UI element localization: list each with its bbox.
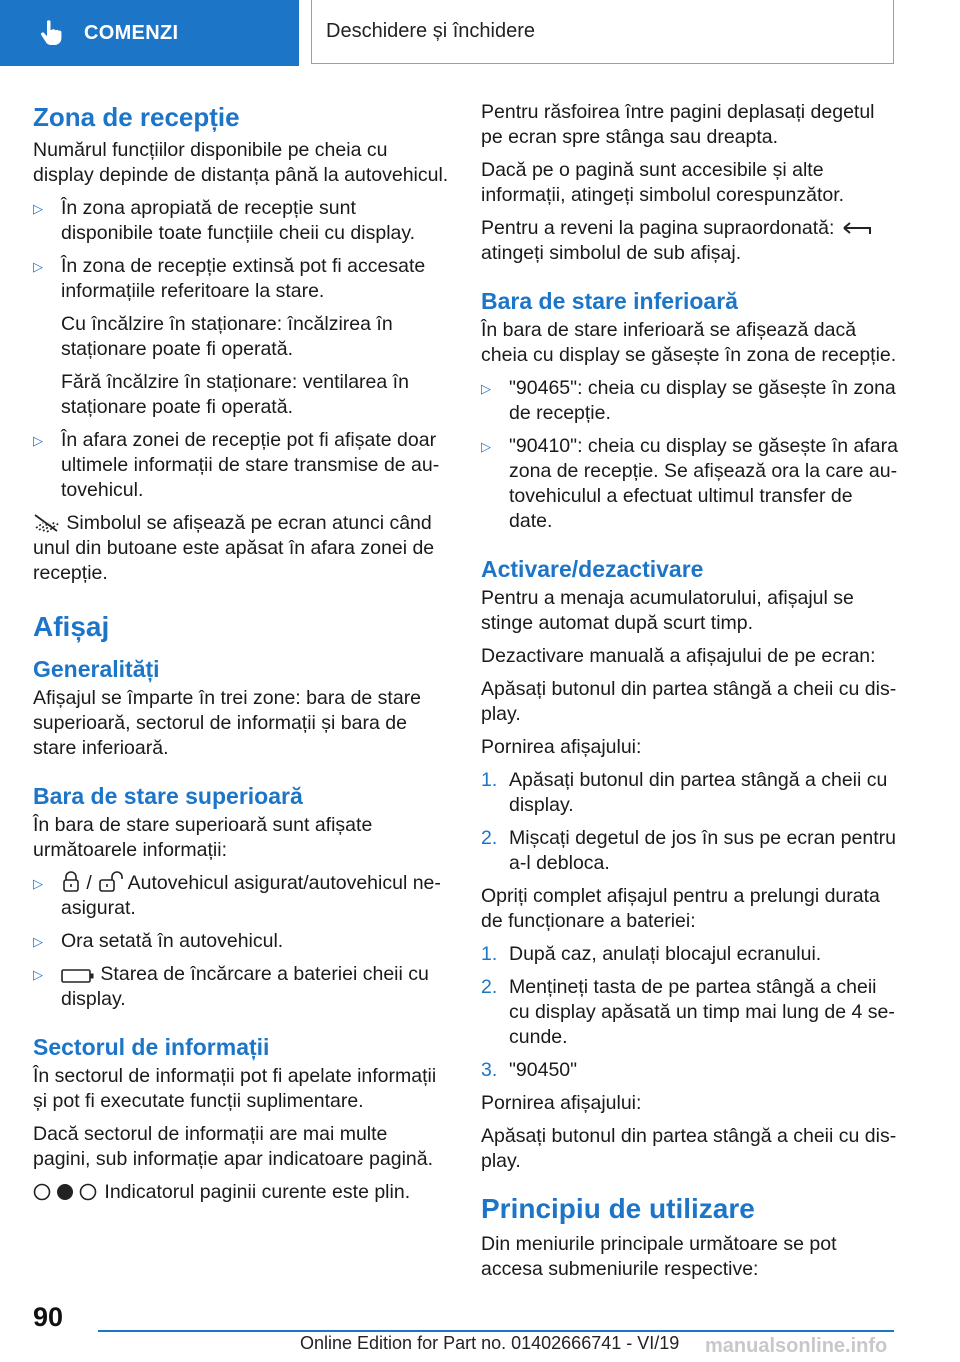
list-item: [481, 768, 899, 818]
back-arrow-icon: [840, 220, 874, 238]
triangle-bullet-icon: ▷: [33, 201, 43, 216]
paragraph: Opriți complet afișajul pentru a prelungi durata de funcționare a bateriei:: [481, 885, 880, 932]
heading-bottom-status-bar: Bara de stare inferioară: [481, 288, 738, 314]
triangle-bullet-icon: ▷: [481, 439, 491, 454]
paragraph: Apăsați butonul din partea stângă a cheii cu display.: [481, 678, 897, 725]
signal-off-icon: [33, 513, 61, 533]
battery-icon: [61, 968, 95, 984]
list-item: [481, 434, 899, 534]
paragraph: Dacă sectorul de informații are mai multe pagini, sub informație apar indicatoare pagină.: [33, 1123, 434, 1170]
heading-activate-deactivate: Activare/dezactivare: [481, 556, 704, 582]
list-item-text: În zona apropiată de recepție sunt disponibile toate funcțiile cheii cu display.: [61, 197, 416, 244]
paragraph: În bara de stare superioară sunt afișate următoarele informații:: [33, 814, 373, 861]
paragraph: Pornirea afișajului:: [481, 1092, 642, 1114]
step-number: 2.: [481, 976, 498, 998]
list-item: [33, 196, 449, 246]
paragraph: Dezactivare manuală a afișajului de pe ecran:: [481, 645, 876, 667]
hand-pointer-icon: [38, 19, 64, 47]
page-header: [0, 0, 960, 66]
paragraph: Pentru răsfoirea între pagini deplasați degetul pe ecran spre stânga sau dreapta.: [481, 101, 875, 148]
list-item: [481, 975, 899, 1050]
heading-operating-principle: Principiu de utilizare: [481, 1193, 755, 1224]
paragraph: [33, 511, 449, 586]
list-item: [33, 254, 449, 420]
right-column: [481, 100, 899, 1290]
bullet-list: [33, 196, 449, 503]
paragraph-text: Pentru a reveni la pagina supraordonată:: [481, 217, 835, 239]
list-item: [481, 1058, 899, 1083]
list-item-text: Mișcați degetul de jos în sus pe ecran pentru a-l debloca.: [509, 827, 896, 874]
list-item-text: "90465": cheia cu display se găsește în zona de recepție.: [509, 377, 896, 424]
heading-reception-zone: Zona de recepție: [33, 102, 240, 132]
list-item: [481, 376, 899, 426]
paragraph: Pornirea afișajului:: [481, 736, 642, 758]
tab-commands-label: COMENZI: [84, 21, 179, 44]
triangle-bullet-icon: ▷: [33, 259, 43, 274]
triangle-bullet-icon: ▷: [33, 967, 43, 982]
paragraph: [33, 1180, 449, 1205]
lock-open-icon: [97, 871, 123, 893]
list-item: [481, 826, 899, 876]
page-indicator-dots-icon: [33, 1182, 99, 1202]
list-item-text: Mențineți tasta de pe partea stângă a cheii cu display apăsată un timp mai lung de 4 secunde.: [509, 976, 895, 1048]
list-item: [481, 942, 899, 967]
list-item-text: În afara zonei de recepție pot fi afișate doar ultimele informații de stare transmise de autovehicul.: [61, 429, 440, 501]
section-title: Deschidere și închidere: [326, 20, 535, 42]
numbered-list: [481, 942, 899, 1083]
page-indicator-text: Indicatorul paginii curente este plin.: [104, 1181, 411, 1203]
triangle-bullet-icon: ▷: [33, 433, 43, 448]
list-item-text: Autovehicul asigurat/autovehicul neasigurat.: [61, 872, 441, 919]
list-item: [33, 962, 449, 1012]
footer-edition: Online Edition for Part no. 01402666741 - VI/19: [300, 1333, 680, 1353]
paragraph: Pentru a menaja acumulatorului, afișajul se stinge automat după scurt timp.: [481, 587, 854, 634]
list-item-text: Apăsați butonul din partea stângă a cheii cu display.: [509, 769, 888, 816]
paragraph: Apăsați butonul din partea stângă a cheii cu display.: [481, 1125, 897, 1172]
lock-closed-icon: [61, 871, 81, 893]
triangle-bullet-icon: ▷: [33, 934, 43, 949]
paragraph: Din meniurile principale următoare se pot accesa submeniurile respective:: [481, 1233, 837, 1280]
bullet-list: [481, 376, 899, 534]
bullet-list: [33, 871, 449, 1012]
list-item-text: În zona de recepție extinsă pot fi accesate informațiile referitoare la stare.: [61, 255, 426, 302]
tab-section-title[interactable]: [311, 0, 894, 64]
list-item-text: "90450": [509, 1059, 578, 1081]
list-item-text: Ora setată în autovehicul.: [61, 930, 284, 952]
paragraph: În sectorul de informații pot fi apelate informații și pot fi executate funcții suplimentare.: [33, 1065, 437, 1112]
triangle-bullet-icon: ▷: [481, 381, 491, 396]
list-item-text: "90410": cheia cu display se găsește în afara zona de recepție. Se afișează ora la care autovehiculul a efectuat ultimul transfer de date.: [509, 435, 898, 532]
heading-display: Afișaj: [33, 611, 110, 642]
paragraph: Dacă pe o pagină sunt accesibile și alte informații, atingeți simbolul corespunzător.: [481, 159, 845, 206]
tab-commands[interactable]: [0, 0, 299, 66]
heading-info-sector: Sectorul de informații: [33, 1034, 270, 1060]
list-sub-text: Cu încălzire în staționare: încălzirea în staționare poate fi operată.: [61, 313, 393, 360]
list-item: [33, 929, 449, 954]
watermark: manualsonline.info: [705, 1335, 888, 1357]
numbered-list: [481, 768, 899, 876]
triangle-bullet-icon: ▷: [33, 876, 43, 891]
step-number: 3.: [481, 1059, 498, 1081]
list-sub-text: Fără încălzire în staționare: ventilarea în staționare poate fi operată.: [61, 371, 409, 418]
heading-general: Generalități: [33, 656, 160, 682]
slash-separator: /: [86, 872, 92, 894]
list-item-text: Starea de încărcare a bateriei cheii cu display.: [61, 963, 429, 1010]
footer-divider: [98, 1330, 894, 1332]
paragraph: Afișajul se împarte în trei zone: bara de stare superioară, sectorul de informații și bara de stare inferioară.: [33, 687, 422, 759]
left-column: [33, 100, 449, 1213]
step-number: 1.: [481, 943, 498, 965]
step-number: 1.: [481, 769, 498, 791]
paragraph: [481, 216, 899, 266]
list-item: [33, 871, 449, 921]
page-number: 90: [33, 1302, 64, 1332]
signal-text: Simbolul se afișează pe ecran atunci când unul din butoane este apăsat în afara zonei de recepție.: [33, 512, 435, 584]
paragraph: În bara de stare inferioară se afișează dacă cheia cu display se găsește în zona de recepție.: [481, 319, 897, 366]
list-item-text: După caz, anulați blocajul ecranului.: [509, 943, 822, 965]
paragraph: Numărul funcțiilor disponibile pe cheia cu display depinde de distanța până la autovehicul.: [33, 139, 449, 186]
heading-top-status-bar: Bara de stare superioară: [33, 783, 303, 809]
paragraph-text: atingeți simbolul de sub afișaj.: [481, 242, 742, 264]
list-item: [33, 428, 449, 503]
step-number: 2.: [481, 827, 498, 849]
